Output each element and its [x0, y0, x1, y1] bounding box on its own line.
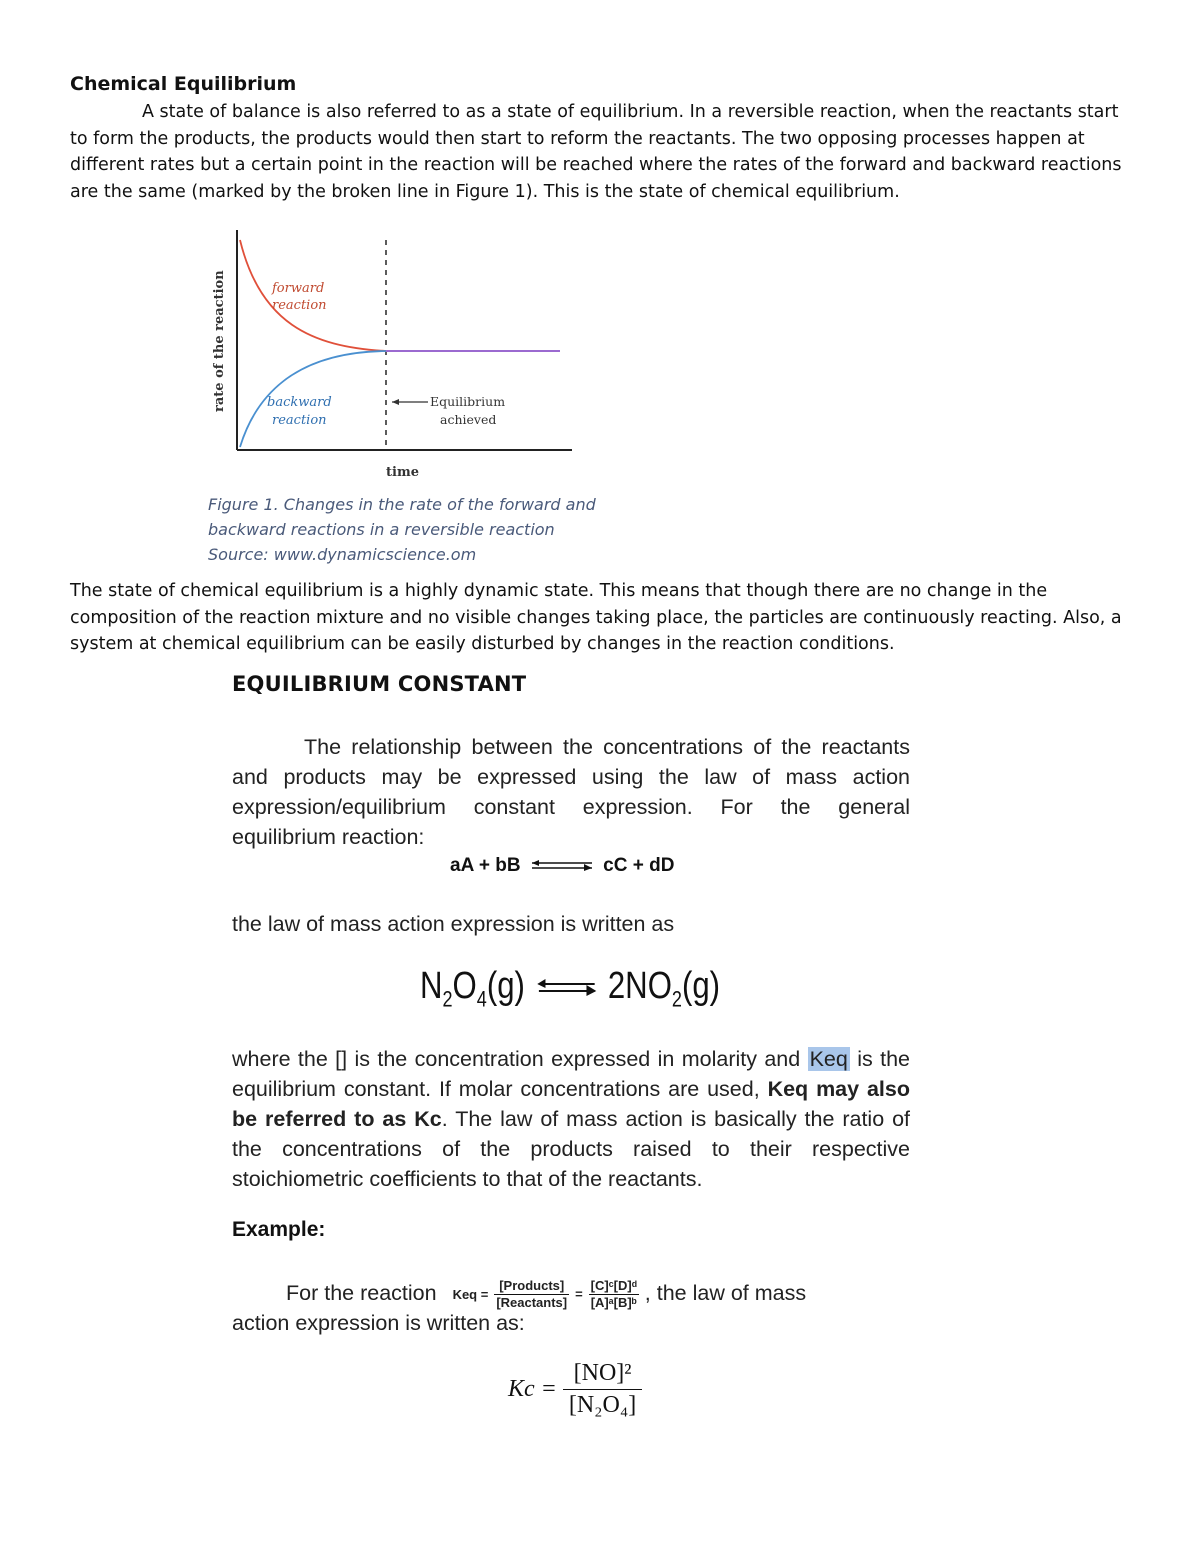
general-left: aA + bB: [450, 855, 521, 876]
caption-line-3: Source: www.dynamicscience.om: [208, 545, 477, 564]
where-part-3: may also be referred to as Kc: [232, 1077, 910, 1131]
backward-label-1: backward: [267, 395, 332, 410]
kc-expression: [508, 1358, 642, 1421]
x-axis-label: time: [386, 465, 419, 480]
keq-den-1: [Reactants]: [496, 1295, 568, 1310]
equilibrium-label-2: achieved: [440, 412, 497, 427]
keq-highlight: Keq: [809, 1047, 848, 1071]
example-line-1: [232, 1278, 910, 1311]
where-part-2: is the equilibrium constant. If molar concentrations are used,: [232, 1047, 910, 1101]
equilibrium-arrows-icon: [534, 975, 600, 1001]
intro-paragraph: A state of balance is also referred to as a state of equilibrium. In a reversible reaction, when the reactants start to form the products, the products would then start to reform the reactants. The two opposing processes happen at different rates but a certain point in the reaction will be reached where the rates of the forward and backward reactions are the same (marked by the broken line in Figure 1). This is the state of chemical equilibrium.: [70, 102, 1122, 202]
kc-num: [NO]²: [563, 1358, 642, 1390]
y-axis-label: rate of the reaction: [212, 270, 227, 412]
n2o4-n: N: [420, 965, 443, 1007]
n2o4-equation: [420, 965, 720, 1013]
section-title: EQUILIBRIUM CONSTANT: [232, 672, 527, 696]
where-part-4: . The law of mass action is basically the ratio of the concentrations of the products raised to their respective stoichiometric coefficients to that of the reactants.: [232, 1107, 910, 1191]
where-paragraph: [232, 1044, 910, 1194]
arrow-head: [392, 399, 399, 405]
caption-line-1: Figure 1. Changes in the rate of the forward and: [208, 495, 596, 514]
keq-label: Keq =: [452, 1286, 489, 1302]
forward-label-2: reaction: [272, 298, 327, 313]
n2o4-o: O: [452, 965, 477, 1007]
general-equation: [450, 855, 674, 877]
kc-den: [N₂O₄]: [568, 1392, 637, 1418]
where-part-1: where the [] is the concentration expressed in molarity and: [232, 1047, 808, 1071]
keq-num-2: [C]ᶜ[D]ᵈ: [590, 1278, 637, 1293]
no2-2no: 2NO: [607, 965, 672, 1007]
n2o4-state: (g): [486, 965, 525, 1007]
figure-caption: [208, 492, 596, 567]
general-right: cC + dD: [603, 855, 675, 876]
caption-line-2: backward reactions in a reversible reaction: [208, 520, 555, 539]
n2o4-sub-2: 2: [442, 986, 453, 1012]
example-line-2: action expression is written as:: [232, 1311, 525, 1335]
kc-fraction: [563, 1358, 642, 1421]
equilibrium-arrows-icon: [526, 858, 598, 874]
rate-figure: [200, 222, 590, 487]
keq-fraction-1: [494, 1278, 569, 1311]
example-lead: For the reaction: [286, 1281, 437, 1306]
relationship-paragraph: The relationship between the concentrations of the reactants and products may be expressed using the law of mass action expression/equilibrium constant expression. For the general equilibrium reaction:: [232, 735, 910, 849]
no2-state: (g): [681, 965, 721, 1007]
keq-equals: =: [575, 1286, 583, 1302]
equilibrium-label-1: Equilibrium: [430, 394, 506, 409]
n2o4-sub-4: 4: [476, 986, 487, 1012]
keq-fraction-2: [589, 1278, 639, 1311]
no2-sub-2: 2: [671, 986, 682, 1012]
dynamic-paragraph: The state of chemical equilibrium is a highly dynamic state. This means that though there are no change in the composition of the reaction mixture and no visible changes taking place, the particles are continuously reacting. Also, a system at chemical equilibrium can be easily disturbed by changes in the reaction conditions.: [70, 581, 1122, 654]
example-tail: , the law of mass: [644, 1281, 807, 1306]
keq-bold: Keq: [767, 1077, 809, 1101]
page-heading: Chemical Equilibrium: [70, 73, 297, 95]
law-text: the law of mass action expression is written as: [232, 912, 675, 936]
keq-den-2: [A]ᵃ[B]ᵇ: [590, 1295, 637, 1310]
forward-label-1: forward: [272, 281, 325, 296]
kc-lhs: Kc =: [508, 1376, 557, 1402]
example-title: Example:: [232, 1218, 326, 1241]
keq-num-1: [Products]: [494, 1278, 569, 1295]
backward-label-2: reaction: [272, 413, 327, 428]
